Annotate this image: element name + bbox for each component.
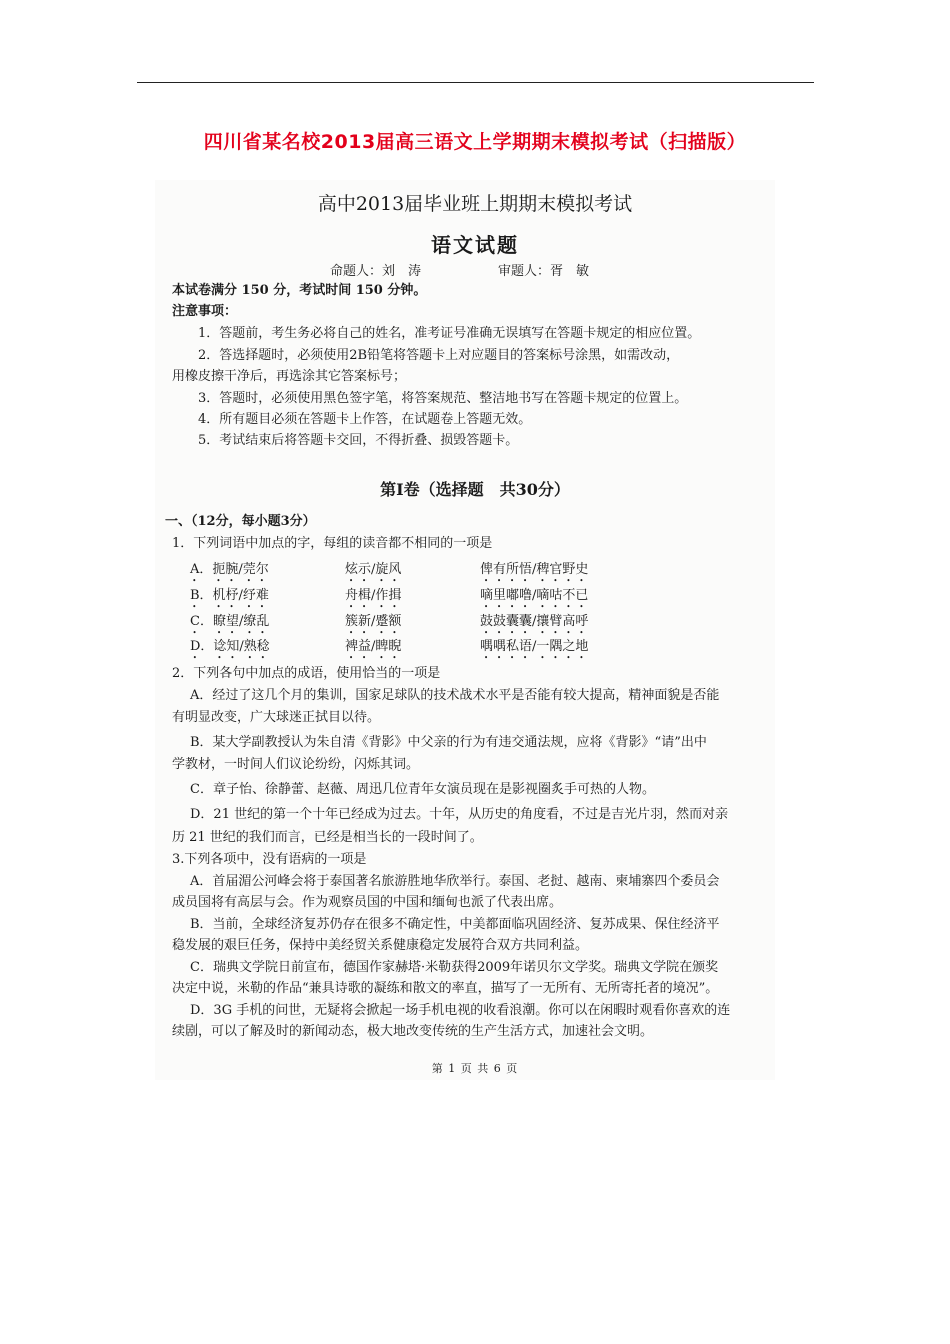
subject-title: 语文试题 (431, 233, 519, 257)
q2-option-d-cont: 历 21 世纪的我们而言，已经是相当长的一段时间了。 (172, 830, 483, 845)
part-one-heading: 一、（12分，每小题3分） (165, 514, 316, 529)
q3-option-c-cont: 决定中说，米勒的作品“兼具诗歌的凝练和散文的率直，描写了一无所有、无所寄托者的境况”。 (172, 981, 719, 996)
q1-option-c-col3: 鼓鼓囊囊/攘臂高呼 (480, 614, 589, 629)
q1-stem: 1．下列词语中加点的字，每组的读音都不相同的一项是 (172, 536, 493, 551)
q3-option-a: A．首届湄公河峰会将于泰国著名旅游胜地华欣举行。泰国、老挝、越南、柬埔寨四个委员会 (190, 874, 720, 889)
note-4: 4．所有题目必须在答题卡上作答，在试题卷上答题无效。 (198, 412, 532, 427)
banner-title: 四川省某名校2013届高三语文上学期期末模拟考试（扫描版） (203, 131, 747, 153)
q1-option-d-col3: 喁喁私语/一隅之地 (480, 639, 589, 654)
q2-option-a-cont: 有明显改变，广大球迷正拭目以待。 (172, 710, 381, 725)
q2-option-c: C．章子怡、徐静蕾、赵薇、周迅几位青年女演员现在是影视圈炙手可热的人物。 (190, 782, 655, 797)
q1-option-b-col2: 舟楫/作揖 (345, 588, 402, 603)
q1-option-c-col2: 簇新/蹙额 (345, 614, 402, 629)
intro: 本试卷满分 150 分，考试时间 150 分钟。 (172, 283, 427, 298)
q2-option-a: A．经过了这几个月的集训，国家足球队的技术战术水平是否能有较大提高，精神面貌是否能 (190, 688, 720, 703)
page-footer: 第 1 页 共 6 页 (431, 1062, 519, 1075)
note-2-cont: 用橡皮擦干净后，再选涂其它答案标号； (172, 369, 407, 384)
q3-option-b-cont: 稳发展的艰巨任务，保持中美经贸关系健康稳定发展符合双方共同利益。 (172, 938, 589, 953)
q1-option-c: C．瞭望/缭乱 (190, 614, 270, 629)
q3-option-d-cont: 续剧，可以了解及时的新闻动态，极大地改变传统的生产生活方式，加速社会文明。 (172, 1024, 654, 1039)
q3-option-a-cont: 成员国将有高层与会。作为观察员国的中国和缅甸也派了代表出席。 (172, 895, 563, 910)
q1-option-b: B．机杼/纾难 (190, 588, 269, 603)
note-5: 5．考试结束后将答题卡交回，不得折叠、损毁答题卡。 (198, 433, 519, 448)
q3-option-c: C．瑞典文学院日前宣布，德国作家赫塔·米勒获得2009年诺贝尔文学奖。瑞典文学院在颁奖 (190, 960, 719, 975)
q3-option-b: B．当前，全球经济复苏仍存在很多不确定性，中美都面临巩固经济、复苏成果、保住经济平 (190, 917, 720, 932)
q2-option-d: D．21 世纪的第一个十年已经成为过去。十年，从历史的角度看，不过是吉光片羽，然而对亲 (190, 807, 729, 822)
q1-option-d-col2: 裨益/睥睨 (345, 639, 402, 654)
reviewer: 审题人：胥 敏 (498, 264, 590, 279)
q3-option-d: D．3G 手机的问世，无疑将会掀起一场手机电视的收看浪潮。你可以在闲暇时观看你喜欢的连 (190, 1003, 731, 1018)
q2-option-b: B．某大学副教授认为朱自清《背影》中父亲的行为有违交通法规，应将《背影》“请”出中 (190, 735, 707, 750)
section-title: 第Ⅰ卷（选择题 共30分） (380, 480, 570, 499)
q3-stem: 3.下列各项中，没有语病的一项是 (172, 852, 367, 867)
q2-stem: 2．下列各句中加点的成语，使用恰当的一项是 (172, 666, 441, 681)
note-1: 1．答题前，考生务必将自己的姓名，准考证号准确无误填写在答题卡规定的相应位置。 (198, 326, 701, 341)
header-rule (137, 82, 814, 83)
q1-option-d: D．谂知/熟稔 (190, 639, 270, 654)
notes-heading: 注意事项： (172, 304, 238, 319)
exam-title: 高中2013届毕业班上期期末模拟考试 (317, 193, 633, 215)
q2-option-b-cont: 学教材，一时间人们议论纷纷，闪烁其词。 (172, 757, 420, 772)
q1-option-a-col2: 炫示/旋风 (345, 562, 402, 577)
note-2: 2．答选择题时，必须使用2B铅笔将答题卡上对应题目的答案标号涂黑，如需改动， (198, 348, 680, 363)
note-3: 3．答题时，必须使用黑色签字笔，将答案规范、整洁地书写在答题卡规定的位置上。 (198, 391, 688, 406)
setter: 命题人：刘 涛 (330, 264, 422, 279)
q1-option-b-col3: 嘀里嘟噜/嘀咕不已 (480, 588, 589, 603)
q1-option-a: A．扼腕/莞尔 (190, 562, 269, 577)
q1-option-a-col3: 俾有所悟/稗官野史 (480, 562, 589, 577)
